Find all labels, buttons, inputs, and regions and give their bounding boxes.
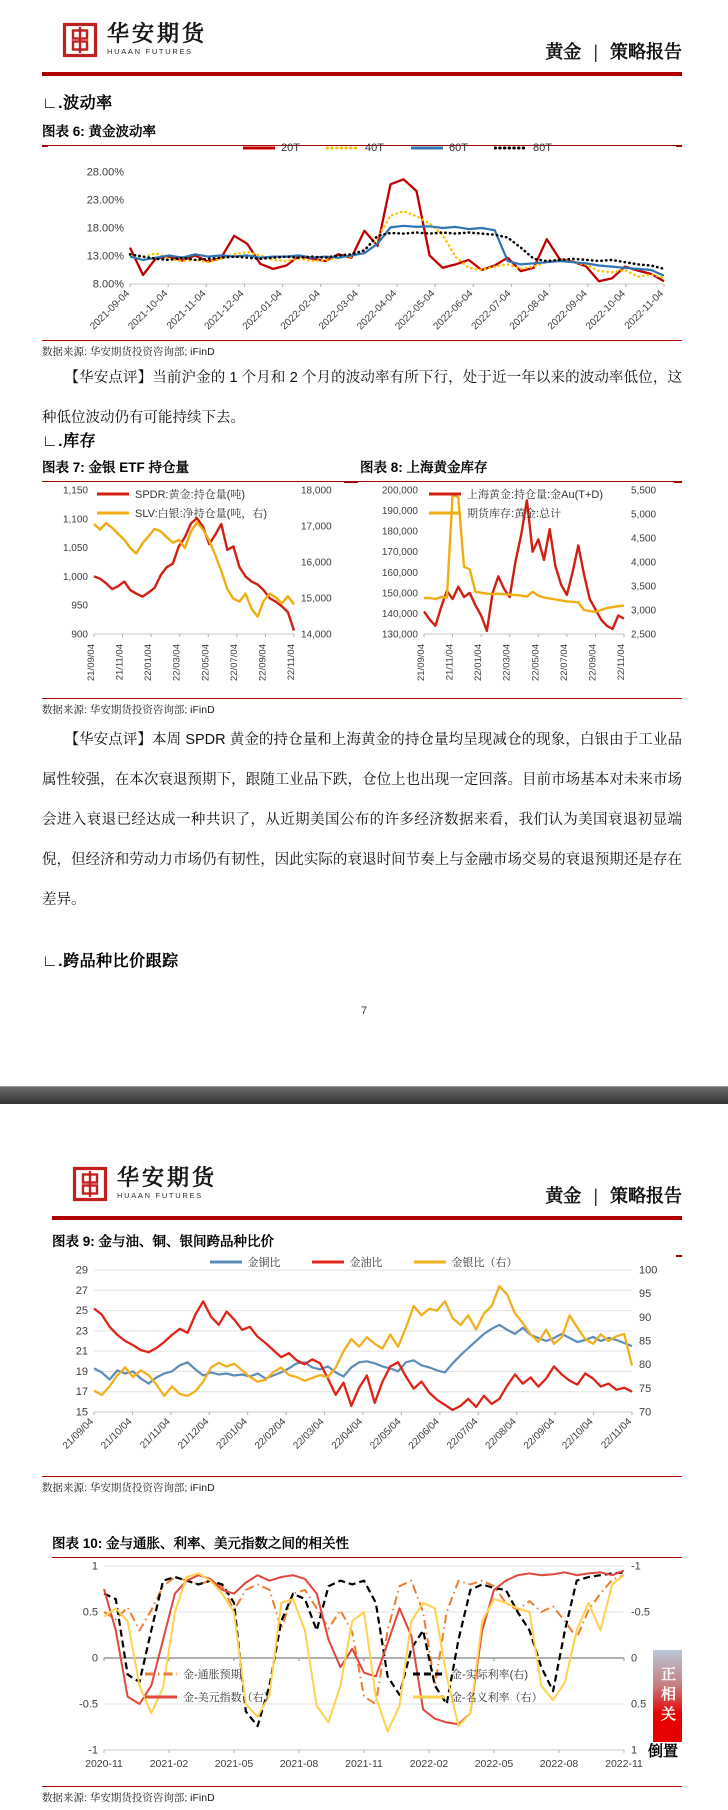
svg-text:22/09/04: 22/09/04 (257, 644, 269, 681)
svg-text:2022-05-04: 2022-05-04 (393, 288, 438, 333)
svg-text:2022-08: 2022-08 (539, 1758, 579, 1770)
svg-text:2,500: 2,500 (631, 629, 657, 641)
data-source-2: 数据来源: 华安期货投资咨询部; iFinD (42, 698, 682, 717)
svg-text:21/11/04: 21/11/04 (138, 1416, 173, 1452)
svg-text:2022-01-04: 2022-01-04 (240, 288, 285, 333)
svg-text:2022-02: 2022-02 (409, 1758, 449, 1770)
svg-text:21/10/04: 21/10/04 (99, 1416, 135, 1452)
svg-text:-0.5: -0.5 (79, 1698, 98, 1711)
data-source-1: 数据来源: 华安期货投资咨询部; iFinD (42, 340, 682, 359)
svg-text:22/05/04: 22/05/04 (530, 644, 542, 681)
svg-text:25: 25 (75, 1305, 88, 1318)
svg-text:-0.5: -0.5 (631, 1606, 650, 1619)
svg-text:23: 23 (75, 1325, 88, 1338)
svg-text:-1: -1 (631, 1560, 641, 1573)
svg-text:22/07/04: 22/07/04 (445, 1416, 481, 1452)
chart-cross-commodity-ratio (50, 1254, 676, 1474)
svg-text:22/09/04: 22/09/04 (587, 644, 599, 681)
svg-text:1: 1 (631, 1744, 638, 1757)
legend-label: 金-美元指数（右） (183, 1692, 275, 1704)
positive-correlation-badge (653, 1650, 682, 1742)
svg-text:70: 70 (639, 1406, 652, 1419)
legend-label: 金银比（右） (451, 1257, 518, 1269)
figure6-title: 图表 6: 黄金波动率 (42, 124, 157, 139)
data-source-4: 数据来源: 华安期货投资咨询部; iFinD (42, 1786, 682, 1805)
legend-label: 20T (281, 142, 301, 154)
svg-text:22/07/04: 22/07/04 (558, 644, 570, 681)
svg-text:22/11/04: 22/11/04 (616, 644, 627, 681)
svg-text:4,500: 4,500 (631, 533, 657, 545)
legend-item (412, 1689, 543, 1705)
section-inventory: ∟.库存 (42, 433, 97, 450)
svg-text:-1: -1 (88, 1744, 98, 1757)
svg-text:0.5: 0.5 (82, 1606, 98, 1619)
report-category: 黄金 (545, 1186, 582, 1206)
svg-text:22/03/04: 22/03/04 (291, 1416, 327, 1452)
figure10-title: 图表 10: 金与通胀、利率、美元指数之间的相关性 (52, 1536, 350, 1551)
report-type-header (545, 1182, 682, 1208)
brand-name-cn: 华安期货 (117, 1165, 218, 1190)
svg-text:5,500: 5,500 (631, 485, 657, 497)
svg-text:22/01/04: 22/01/04 (214, 1416, 250, 1452)
legend-item (311, 1254, 383, 1270)
legend-item (494, 142, 552, 154)
legend-label: 金-通胀预期 (183, 1669, 242, 1681)
positive-correlation-label: 正相关 (659, 1666, 676, 1726)
svg-text:2022-11: 2022-11 (605, 1758, 643, 1770)
svg-text:2022-08-04: 2022-08-04 (507, 288, 552, 333)
svg-text:150,000: 150,000 (381, 588, 418, 600)
svg-text:22/11/04: 22/11/04 (599, 1416, 635, 1452)
svg-text:27: 27 (75, 1284, 88, 1297)
svg-text:75: 75 (639, 1382, 652, 1395)
svg-text:2021-05: 2021-05 (214, 1758, 254, 1770)
svg-text:170,000: 170,000 (381, 547, 418, 559)
header-rule (42, 72, 682, 76)
section-volatility: ∟.波动率 (42, 95, 113, 112)
legend-label: 金-实际利率(右) (451, 1669, 528, 1681)
section-cross-ratio: ∟.跨品种比价跟踪 (42, 953, 179, 970)
inverted-axis-label: 倒置 (648, 1743, 679, 1760)
chart-legend (130, 142, 664, 154)
svg-text:0: 0 (91, 1652, 98, 1665)
svg-text:21/12/04: 21/12/04 (176, 1416, 212, 1452)
svg-text:8.00%: 8.00% (92, 278, 124, 291)
svg-text:22/01/04: 22/01/04 (143, 644, 155, 681)
svg-text:1,100: 1,100 (62, 514, 88, 526)
svg-text:0: 0 (631, 1652, 638, 1665)
svg-text:200,000: 200,000 (381, 485, 418, 497)
svg-text:2021-11: 2021-11 (345, 1758, 383, 1770)
svg-text:2021-10-04: 2021-10-04 (126, 288, 171, 333)
svg-text:3,500: 3,500 (631, 581, 657, 593)
svg-text:1,050: 1,050 (62, 543, 88, 555)
svg-text:22/06/04: 22/06/04 (406, 1416, 442, 1452)
svg-text:22/09/04: 22/09/04 (521, 1416, 558, 1452)
svg-text:2021-11-04: 2021-11-04 (164, 288, 209, 332)
svg-text:29: 29 (75, 1264, 88, 1277)
chart-legend (94, 1254, 632, 1270)
legend-item (144, 1689, 372, 1705)
legend-label: 40T (365, 142, 384, 154)
legend-label: 上海黄金:持仓量:金Au(T+D) (467, 489, 603, 501)
chart-shanghai-gold-inventory (358, 482, 674, 696)
svg-text:2022-04-04: 2022-04-04 (355, 288, 400, 333)
chart-etf-holdings (42, 482, 344, 696)
svg-text:0.5: 0.5 (631, 1698, 647, 1711)
svg-text:22/05/04: 22/05/04 (368, 1416, 404, 1452)
svg-text:1,150: 1,150 (62, 485, 88, 497)
header-rule (52, 1216, 682, 1220)
svg-text:18.00%: 18.00% (86, 222, 124, 235)
svg-text:5,000: 5,000 (631, 509, 657, 521)
report-kind: 策略报告 (610, 1186, 682, 1206)
svg-text:2022-05: 2022-05 (474, 1758, 514, 1770)
svg-text:22/08/04: 22/08/04 (483, 1416, 519, 1452)
svg-text:2020-11: 2020-11 (85, 1758, 123, 1770)
legend-label: 金-名义利率（右） (451, 1692, 543, 1704)
svg-text:28.00%: 28.00% (86, 166, 124, 179)
svg-text:2022-11-04: 2022-11-04 (622, 288, 667, 332)
legend-item (428, 505, 561, 521)
svg-text:21/11/04: 21/11/04 (444, 644, 456, 681)
page-number: 7 (360, 1005, 368, 1017)
svg-text:22/11/04: 22/11/04 (286, 644, 297, 681)
svg-text:15: 15 (75, 1406, 88, 1419)
svg-text:21/09/04: 21/09/04 (60, 1416, 97, 1452)
svg-text:100: 100 (639, 1264, 658, 1277)
svg-text:80: 80 (639, 1359, 652, 1372)
svg-text:180,000: 180,000 (381, 526, 418, 538)
data-source-3: 数据来源: 华安期货投资咨询部; iFinD (42, 1476, 682, 1495)
svg-text:140,000: 140,000 (381, 608, 418, 620)
huaan-logo-icon (72, 1166, 108, 1202)
brand-name-en: HUAAN FUTURES (107, 47, 193, 57)
svg-text:23.00%: 23.00% (86, 194, 124, 207)
legend-item (144, 1666, 372, 1682)
svg-text:21/09/04: 21/09/04 (416, 644, 427, 681)
svg-text:18,000: 18,000 (301, 485, 332, 497)
chart-legend (96, 486, 267, 521)
svg-text:3,000: 3,000 (631, 605, 657, 617)
svg-text:21/09/04: 21/09/04 (86, 644, 97, 681)
page-divider (0, 1086, 728, 1105)
svg-text:2021-09-04: 2021-09-04 (88, 288, 133, 333)
legend-label: 金铜比 (247, 1257, 281, 1269)
figure8-title: 图表 8: 上海黄金库存 (360, 460, 488, 475)
brand-block (72, 1166, 217, 1202)
figure10-header (52, 1532, 682, 1559)
svg-text:1,000: 1,000 (62, 571, 88, 583)
svg-text:2022-02-04: 2022-02-04 (278, 288, 323, 333)
svg-text:2022-10-04: 2022-10-04 (584, 288, 628, 333)
brand-text (117, 1166, 217, 1200)
svg-text:17,000: 17,000 (301, 521, 332, 533)
legend-item (326, 142, 384, 154)
legend-item (96, 486, 245, 502)
comment-inventory: 【华安点评】本周 SPDR 黄金的持仓量和上海黄金的持仓量均呈现减仓的现象，白银由于工业品属性较强，在本次衰退预期下，跟随工业品下跌，仓位上也出现一定回落。目前市场基本对未来市场会进入衰退已经达成一种共识了，从近期美国公布的许多经济数据来看，我们认为美国衰退初显端倪，但经济和劳动力市场仍有韧性，因此实际的衰退时间节奏上与金融市场交易的衰退预期还是存在差异。 (42, 732, 682, 908)
svg-text:90: 90 (639, 1311, 652, 1324)
svg-text:2022-06-04: 2022-06-04 (431, 288, 476, 333)
svg-text:2022-07-04: 2022-07-04 (469, 288, 514, 333)
svg-text:85: 85 (639, 1335, 652, 1348)
legend-item (413, 1254, 518, 1270)
svg-text:95: 95 (639, 1288, 652, 1301)
svg-text:22/05/04: 22/05/04 (200, 644, 212, 681)
svg-text:2021-02: 2021-02 (149, 1758, 189, 1770)
legend-label: 期货库存:黄金:总计 (467, 508, 562, 520)
svg-text:15,000: 15,000 (301, 593, 332, 605)
figure78-header (42, 456, 682, 483)
legend-item (209, 1254, 281, 1270)
legend-label: 80T (532, 142, 552, 154)
chart-correlation (44, 1558, 686, 1776)
svg-text:2021-12-04: 2021-12-04 (202, 288, 247, 333)
legend-label: 60T (449, 142, 468, 154)
legend-item (428, 486, 603, 502)
brand-block (62, 22, 207, 58)
legend-label: SLV:白银:净持仓量(吨，右) (135, 508, 268, 520)
report-kind: 策略报告 (610, 42, 682, 62)
legend-item (410, 142, 468, 154)
svg-text:900: 900 (71, 629, 88, 641)
svg-text:2022-03-04: 2022-03-04 (317, 288, 361, 333)
svg-text:14,000: 14,000 (301, 629, 332, 641)
brand-text (107, 22, 207, 56)
svg-text:950: 950 (71, 600, 88, 612)
svg-text:130,000: 130,000 (381, 629, 418, 641)
brand-name-cn: 华安期货 (107, 21, 208, 46)
svg-text:22/02/04: 22/02/04 (252, 1416, 289, 1452)
svg-text:2022-09-04: 2022-09-04 (545, 288, 590, 333)
figure9-header (52, 1230, 682, 1257)
chart-gold-volatility (48, 142, 676, 342)
report-type-header (545, 38, 682, 64)
header-separator: | (593, 42, 598, 62)
svg-text:13.00%: 13.00% (86, 250, 124, 263)
svg-text:2021-08: 2021-08 (279, 1758, 319, 1770)
report-category: 黄金 (545, 42, 582, 62)
svg-text:21: 21 (75, 1345, 88, 1358)
chart-legend (144, 1666, 543, 1705)
svg-text:4,000: 4,000 (631, 557, 657, 569)
svg-text:17: 17 (75, 1386, 88, 1399)
figure9-title: 图表 9: 金与油、铜、银间跨品种比价 (52, 1234, 275, 1249)
svg-text:160,000: 160,000 (381, 567, 418, 579)
svg-text:1: 1 (91, 1560, 98, 1573)
legend-label: SPDR:黄金:持仓量(吨) (135, 489, 245, 501)
svg-text:22/01/04: 22/01/04 (473, 644, 485, 681)
svg-text:19: 19 (75, 1365, 88, 1378)
comment-volatility: 【华安点评】当前沪金的 1 个月和 2 个月的波动率有所下行，处于近一年以来的波动率低位，这种低位波动仍有可能持续下去。 (42, 370, 682, 426)
svg-text:22/10/04: 22/10/04 (560, 1416, 596, 1452)
svg-text:190,000: 190,000 (381, 506, 418, 518)
huaan-logo-icon (62, 22, 98, 58)
svg-text:21/11/04: 21/11/04 (114, 644, 126, 681)
brand-name-en: HUAAN FUTURES (117, 1191, 203, 1201)
svg-text:22/03/04: 22/03/04 (171, 644, 183, 681)
header-separator: | (593, 1186, 598, 1206)
figure7-title: 图表 7: 金银 ETF 持仓量 (42, 460, 190, 475)
legend-label: 金油比 (349, 1257, 383, 1269)
svg-text:22/03/04: 22/03/04 (501, 644, 513, 681)
svg-text:22/07/04: 22/07/04 (228, 644, 240, 681)
legend-item (242, 142, 300, 154)
chart-legend (428, 486, 603, 521)
svg-text:16,000: 16,000 (301, 557, 332, 569)
svg-text:22/04/04: 22/04/04 (329, 1416, 366, 1452)
legend-item (412, 1666, 543, 1682)
legend-item (96, 505, 267, 521)
